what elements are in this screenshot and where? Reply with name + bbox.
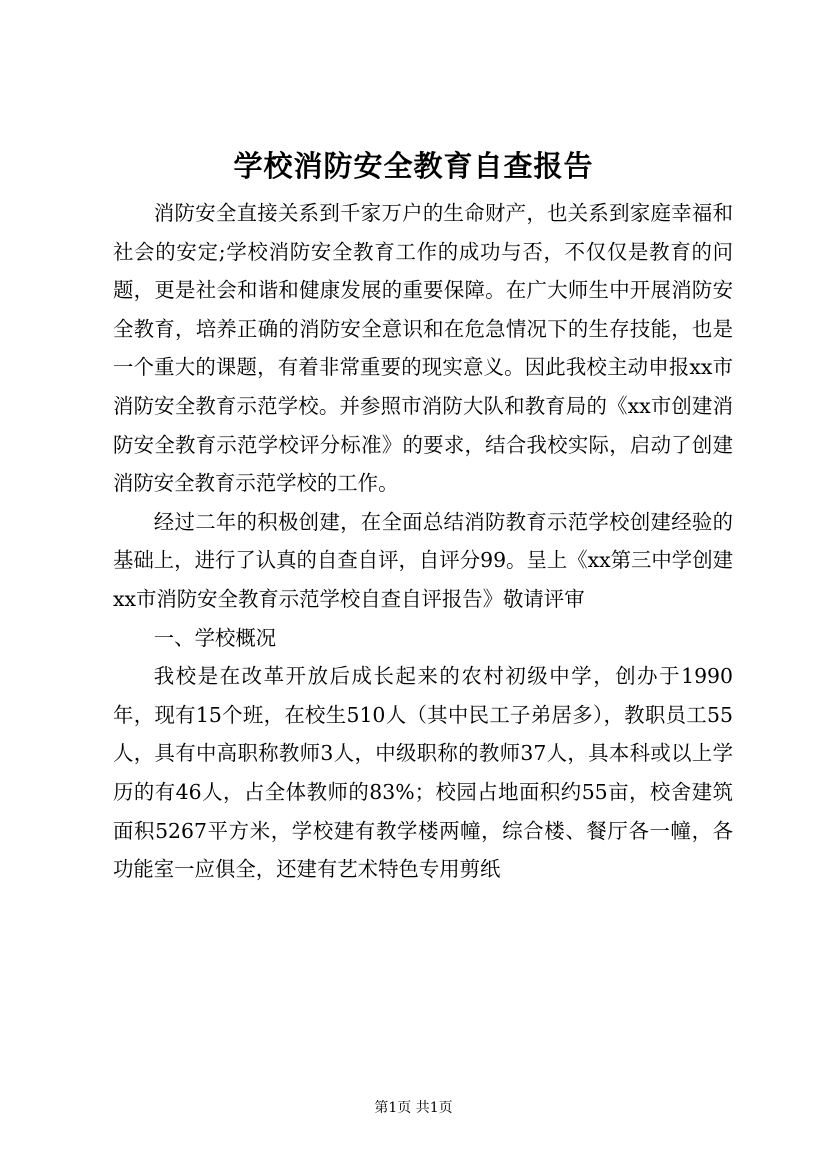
- section-heading-school-overview: 一、学校概况: [153, 625, 277, 650]
- page-footer: 第1页 共1页: [374, 1100, 453, 1116]
- document-body: [113, 194, 733, 889]
- document-title: 学校消防安全教育自查报告: [233, 149, 594, 183]
- paragraph-self-assessment: 经过二年的积极创建，在全面总结消防教育示范学校创建经验的基础上，进行了认真的自查自评，自评分99。呈上《xx第三中学创建xx市消防安全教育示范学校自查自评报告》敬请评审: [113, 509, 733, 611]
- paragraph-school-overview: 我校是在改革开放后成长起来的农村初级中学，创办于1990年，现有15个班，在校生510人（其中民工子弟居多），教职员工55人，具有中高职称教师3人，中级职称的教师37人，具本科或以上学历的有46人，占全体教师的83%；校园占地面积约55亩，校舍建筑面积5267平方米，学校建有教学楼两幢，综合楼、餐厅各一幢，各功能室一应俱全，还建有艺术特色专用剪纸: [113, 664, 733, 882]
- paragraph-intro: 消防安全直接关系到千家万户的生命财产，也关系到家庭幸福和社会的安定;学校消防安全教育工作的成功与否，不仅仅是教育的问题，更是社会和谐和健康发展的重要保障。在广大师生中开展消防安全教育，培养正确的消防安全意识和在危急情况下的生存技能，也是一个重大的课题，有着非常重要的现实意义。因此我校主动申报xx市消防安全教育示范学校。并参照市消防大队和教育局的《xx市创建消防安全教育示范学校评分标准》的要求，结合我校实际，启动了创建消防安全教育示范学校的工作。: [113, 201, 733, 496]
